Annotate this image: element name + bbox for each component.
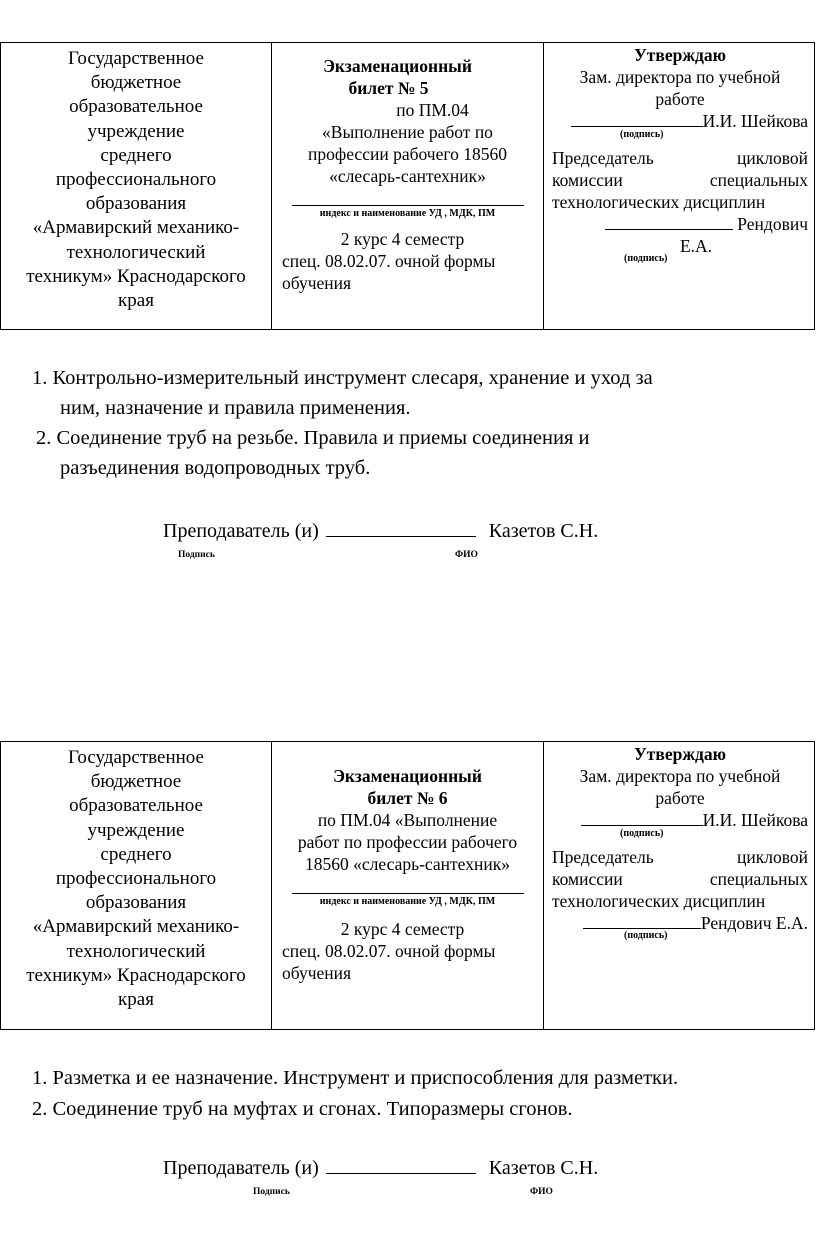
institution-line: учреждение [87,120,185,142]
question-number: 1. [32,1067,48,1089]
spec-line: спец. 08.02.07. очной формы [282,941,496,961]
module-line: «Выполнение работ по [322,122,493,142]
institution-line: края [118,290,154,312]
question-text: Разметка и ее назначение. Инструмент и приспособления для разметки. [52,1067,679,1089]
question-item [0,363,816,393]
ticket-5-header-table [0,42,815,330]
question-text-continued: разъединения водопроводных труб. [60,457,371,479]
approval-cell [544,43,814,329]
module-line: «слесарь-сантехник» [329,166,486,186]
institution-line: бюджетное [90,771,182,793]
deputy-name: И.И. Шейкова [702,810,808,830]
teacher-signature-line [326,536,476,537]
chair-signature-line [605,229,733,230]
sign-label: Подпись [178,550,215,560]
institution-cell [1,43,272,329]
spec-line: обучения [282,963,352,983]
chair-line: Председатель цикловой [552,847,808,867]
institution-line: учреждение [87,819,185,841]
spec-line: спец. 08.02.07. очной формы [282,251,496,271]
question-item [0,1094,816,1125]
deputy-line: Зам. директора по учебной [579,766,781,786]
ticket-title: Экзаменационный [333,766,482,786]
ticket-number: билет № 5 [348,78,429,98]
deputy-signature-caption: (подпись) [620,129,664,140]
ticket-6-header-table [0,741,815,1030]
deputy-line: работе [655,89,705,109]
index-underline [292,205,524,206]
chair-line: технологических дисциплин [552,192,766,212]
institution-line: техникум» Краснодарского [26,265,246,287]
chair-line: комиссии специальных [552,170,808,190]
question-item [0,1063,816,1094]
ticket-6-questions [0,1063,816,1125]
teacher-label: Преподаватель (и) [163,1157,319,1179]
institution-line: края [118,989,154,1011]
teacher-name: Казетов С.Н. [488,520,599,542]
fio-label: ФИО [455,550,478,560]
chair-name: Рендович [737,214,808,234]
institution-line: образовательное [69,795,203,817]
institution-line: образования [85,892,187,914]
teacher-signature-line [326,1173,476,1174]
ticket-info-cell [272,43,544,329]
chair-name-2: Е.А. [679,236,713,256]
question-item [0,423,816,453]
institution-line: техникум» Краснодарского [26,964,246,986]
index-underline [292,893,524,894]
chair-name: Рендович Е.А. [700,913,808,933]
spec-line: обучения [282,273,352,293]
institution-line: Государственное [68,48,204,69]
question-text: Соединение труб на резьбе. Правила и приемы соединения и [56,427,590,449]
module-line: по ПМ.04 [396,100,469,120]
deputy-line: Зам. директора по учебной [579,67,781,87]
deputy-line: работе [655,788,705,808]
ticket-title: Экзаменационный [323,56,472,76]
teacher-name: Казетов С.Н. [488,1157,599,1179]
chair-signature-caption: (подпись) [624,253,668,264]
institution-line: образовательное [69,96,203,118]
deputy-name: И.И. Шейкова [702,111,808,131]
institution-cell [1,742,272,1029]
ticket-number: билет № 6 [367,788,448,808]
approval-cell [544,742,814,1029]
module-line: 18560 «слесарь-сантехник» [305,854,510,874]
institution-line: «Армавирский механико- [32,217,240,239]
chair-signature-row [552,912,808,934]
index-caption: индекс и наименование УД , МДК, ПМ [319,208,496,219]
module-line: работ по профессии рабочего [297,832,518,852]
question-number: 1. [32,367,48,389]
institution-line: профессионального [55,169,217,191]
approve-title: Утверждаю [633,744,727,764]
course-line: 2 курс 4 семестр [340,919,465,939]
chair-signature-caption: (подпись) [624,930,668,941]
teacher-label: Преподаватель (и) [163,520,319,542]
question-number: 2. [32,1098,48,1120]
ticket-info-cell [272,742,544,1029]
chair-line: технологических дисциплин [552,891,766,911]
deputy-signature-row [552,809,808,831]
institution-line: «Армавирский механико- [32,916,240,938]
question-number: 2. [36,427,52,449]
approve-title: Утверждаю [633,45,727,65]
deputy-signature-line [571,126,703,127]
course-line: 2 курс 4 семестр [340,229,465,249]
chair-line: комиссии специальных [552,869,808,889]
chair-signature-row [552,213,808,235]
question-text-continued: ним, назначение и правила применения. [60,397,411,419]
deputy-signature-line [581,825,703,826]
chair-line: Председатель цикловой [552,148,808,168]
deputy-signature-row [552,110,808,132]
institution-line: бюджетное [90,72,182,94]
institution-line: образования [85,193,187,215]
institution-line: Государственное [68,747,204,768]
question-text: Контрольно-измерительный инструмент слесаря, хранение и уход за [52,367,653,389]
index-caption: индекс и наименование УД , МДК, ПМ [319,896,496,907]
institution-line: среднего [100,144,172,166]
institution-line: технологический [66,940,206,962]
fio-label: ФИО [530,1187,553,1197]
deputy-signature-caption: (подпись) [620,828,664,839]
question-text: Соединение труб на муфтах и сгонах. Типоразмеры сгонов. [52,1098,573,1120]
ticket-6-teacher-signature [0,1157,816,1180]
module-line: по ПМ.04 «Выполнение [317,810,498,830]
module-line: профессии рабочего 18560 [308,144,507,164]
institution-line: профессионального [55,868,217,890]
chair-signature-line [583,928,701,929]
ticket-5-questions [0,363,816,483]
institution-line: технологический [66,241,206,263]
ticket-5-teacher-signature [0,520,816,543]
sign-label: Подпись [253,1187,290,1197]
institution-line: среднего [100,843,172,865]
